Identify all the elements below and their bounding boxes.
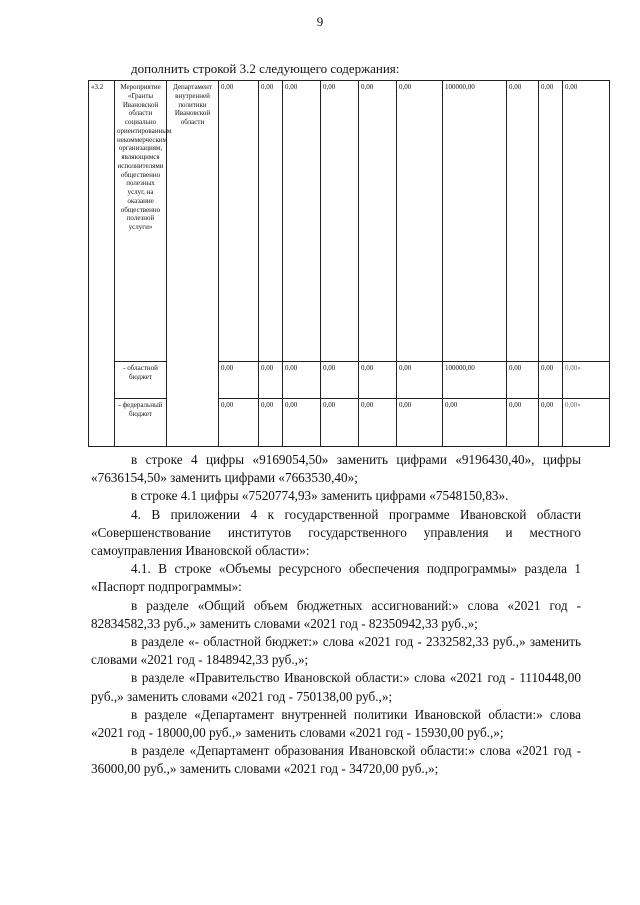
row-code: «3.2 (89, 81, 115, 447)
budget-table (88, 80, 610, 447)
value-cell: 0,00 (539, 81, 563, 362)
value-cell: 0,00 (563, 81, 610, 362)
paragraph: в разделе «Департамент внутренней политики Ивановской области:» слова «2021 год - 18000,00 руб.,» заменить словами «2021 год - 15930,00 руб.,»; (91, 706, 581, 741)
value-cell: 0,00 (219, 81, 259, 362)
value-cell: 0,00 (397, 81, 443, 362)
value-cell: 0,00 (539, 399, 563, 447)
value-cell: 0,00 (259, 81, 283, 362)
value-cell: 0,00 (219, 399, 259, 447)
value-cell: 0,00 (507, 399, 539, 447)
federal-budget-label: - федеральный бюджет (115, 399, 167, 447)
paragraph: 4.1. В строке «Объемы ресурсного обеспечения подпрограммы» раздела 1 «Паспорт подпрограммы»: (91, 561, 581, 595)
value-cell: 0,00 (283, 362, 321, 399)
value-cell: 0,00 (219, 362, 259, 399)
body-text (91, 451, 581, 779)
value-cell: 0,00 (259, 362, 283, 399)
value-cell: 0,00 (359, 362, 397, 399)
executor: Департамент внутренней политики Ивановской области (167, 81, 219, 447)
table-row-main (89, 81, 610, 362)
value-cell: 0,00 (321, 81, 359, 362)
paragraph: в строке 4 цифры «9169054,50» заменить цифрами «9196430,40», цифры «7636154,50» заменить цифрами «7663530,40»; (91, 452, 581, 486)
value-cell: 100000,00 (443, 362, 507, 399)
page-number: 9 (316, 14, 324, 29)
value-cell: 0,00 (283, 81, 321, 362)
paragraph: в разделе «- областной бюджет:» слова «2021 год - 2332582,33 руб.,» заменить словами «2021 год - 1848942,33 руб.,»; (91, 634, 581, 668)
value-cell: 0,00 (397, 362, 443, 399)
value-cell: 0,00 (283, 399, 321, 447)
paragraph: в разделе «Общий объем бюджетных ассигнований:» слова «2021 год - 82834582,33 руб.,» заменить словами «2021 год - 82350942,33 руб.,»; (91, 597, 581, 631)
paragraph: в разделе «Департамент образования Ивановской области:» слова «2021 год - 36000,00 руб.,» заменить словами «2021 год - 34720,00 руб.,»; (91, 743, 581, 777)
regional-budget-label: - областной бюджет (115, 362, 167, 399)
value-cell: 0,00 (507, 362, 539, 399)
value-cell: 0,00 (507, 81, 539, 362)
paragraph: в строке 4.1 цифры «7520774,93» заменить цифрами «7548150,83». (131, 488, 509, 504)
value-cell: 0,00» (563, 362, 610, 399)
value-cell: 0,00 (259, 399, 283, 447)
value-cell: 0,00 (321, 399, 359, 447)
intro-text: дополнить строкой 3.2 следующего содержания: (131, 61, 400, 76)
value-cell: 0,00 (443, 399, 507, 447)
value-cell: 100000,00 (443, 81, 507, 362)
value-cell: 0,00 (359, 399, 397, 447)
value-cell: 0,00 (397, 399, 443, 447)
paragraph: 4. В приложении 4 к государственной программе Ивановской области «Совершенствование институтов государственного управления и местного самоуправления Ивановской области»: (91, 506, 581, 559)
value-cell: 0,00 (321, 362, 359, 399)
value-cell: 0,00 (539, 362, 563, 399)
value-cell: 0,00» (563, 399, 610, 447)
value-cell: 0,00 (359, 81, 397, 362)
measure-name: Мероприятие «Гранты Ивановской области социально ориентированным некоммерческим организациям, являющимся исполнителями общественно полезных услуг, на оказание общественно полезной услуги» (115, 81, 167, 362)
paragraph: в разделе «Правительство Ивановской области:» слова «2021 год - 1110448,00 руб.,» заменить словами «2021 год - 750138,00 руб.,»; (91, 670, 581, 704)
